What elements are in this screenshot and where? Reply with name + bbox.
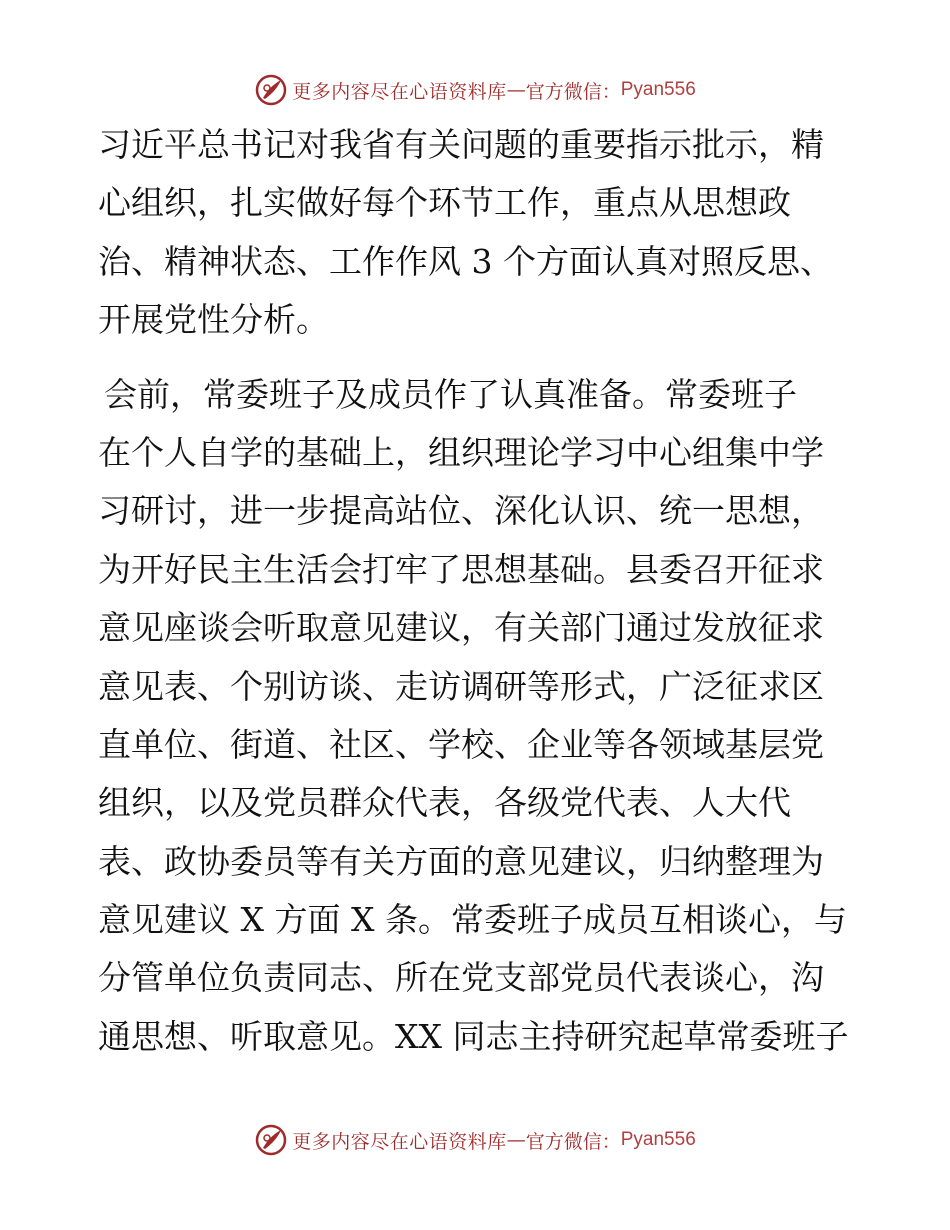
text-line: 意见建议 X 方面 X 条。常委班子成员互相谈心，与 (98, 900, 847, 940)
watermark-site-text: 更多内容尽在心语资料库 (292, 80, 507, 103)
text-line: 会前，常委班子及成员作了认真准备。常委班子 (104, 374, 797, 414)
watermark-wechat-label: 官方微信： (525, 1130, 621, 1153)
quill-logo-icon (254, 73, 288, 107)
text-line: 习研讨，进一步提高站位、深化认识、统一思想， (98, 491, 824, 531)
watermark-dash: — (506, 79, 526, 101)
watermark-site-text: 更多内容尽在心语资料库 (292, 1130, 507, 1153)
text-line: 为开好民主生活会打牢了思想基础。县委召开征求 (98, 549, 824, 589)
footer-watermark (0, 1120, 950, 1160)
watermark-wechat-id: Pyan556 (620, 1129, 696, 1150)
document-body (98, 116, 858, 1066)
text-line: 治、精神状态、工作作风 3 个方面认真对照反思、 (98, 241, 833, 281)
paragraph-2 (98, 366, 858, 1067)
text-line: 在个人自学的基础上，组织理论学习中心组集中学 (98, 432, 824, 472)
watermark-wechat-label: 官方微信： (525, 80, 621, 103)
watermark-dash: — (506, 1129, 526, 1151)
text-line: 心组织，扎实做好每个环节工作，重点从思想政 (98, 183, 791, 223)
watermark-wechat-id: Pyan556 (620, 79, 696, 100)
text-line: 习近平总书记对我省有关问题的重要指示批示，精 (98, 125, 824, 164)
text-line: 表、政协委员等有关方面的意见建议，归纳整理为 (98, 841, 824, 881)
paragraph-1 (98, 116, 858, 350)
text-line: 意见表、个别访谈、走访调研等形式，广泛征求区 (98, 666, 824, 706)
header-watermark (0, 70, 950, 110)
text-line: 意见座谈会听取意见建议，有关部门通过发放征求 (98, 608, 824, 648)
text-line: 分管单位负责同志、所在党支部党员代表谈心，沟 (98, 958, 824, 998)
text-line: 通思想、听取意见。XX 同志主持研究起草常委班子 (98, 1016, 849, 1056)
quill-logo-icon (254, 1123, 288, 1157)
text-line: 开展党性分析。 (98, 300, 329, 340)
text-line: 直单位、街道、社区、学校、企业等各领域基层党 (98, 724, 824, 764)
paragraph-spacer (98, 350, 858, 366)
text-line: 组织，以及党员群众代表，各级党代表、人大代 (98, 783, 791, 823)
